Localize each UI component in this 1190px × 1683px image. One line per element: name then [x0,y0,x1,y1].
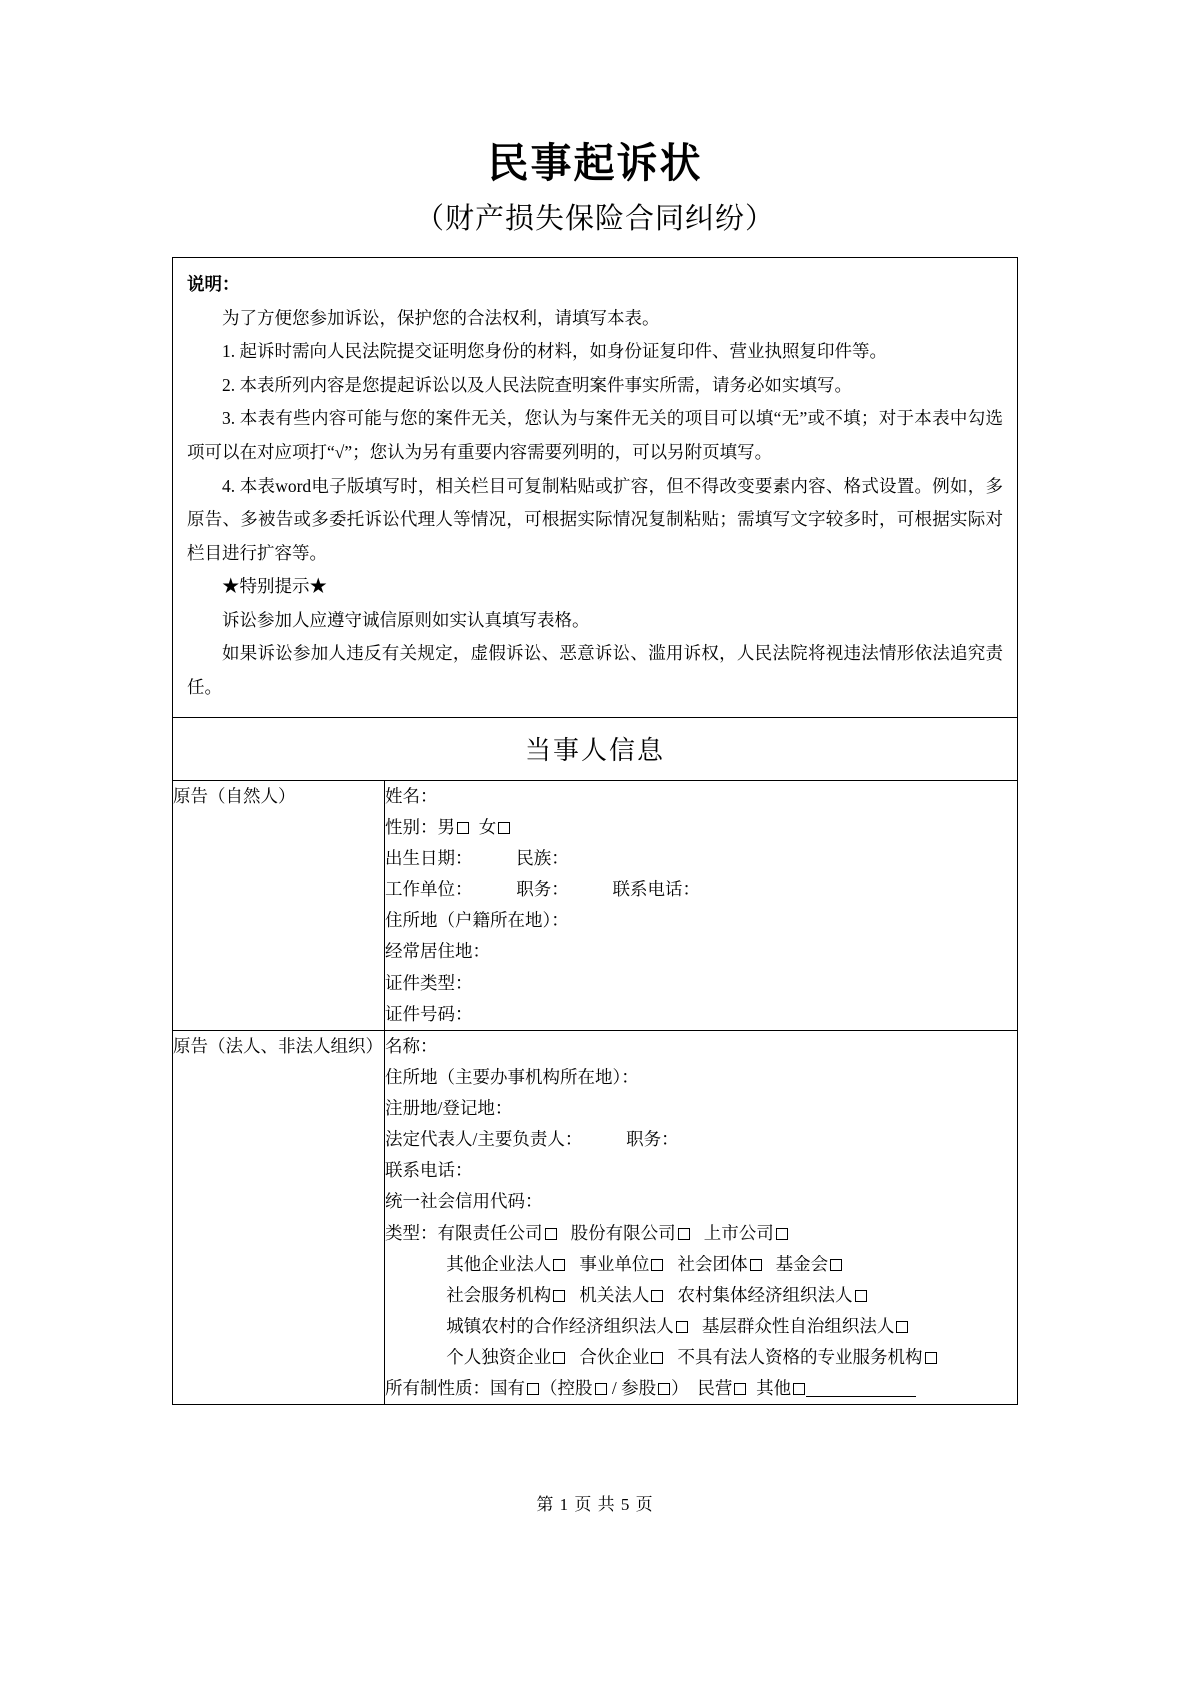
checkbox-ownership-private[interactable] [734,1383,746,1395]
checkbox-org-type-4-1[interactable] [651,1352,663,1364]
page-subtitle: （财产损失保险合同纠纷） [414,203,775,236]
complaint-form-table [172,257,1018,1406]
checkbox-org-type-2-0[interactable] [553,1290,565,1302]
instructions-row [173,257,1018,717]
field-id-number[interactable]: 证件号码： [385,1003,473,1024]
checkbox-org-type-1-1[interactable] [651,1259,663,1271]
plaintiff-legal-person-fields [385,1030,1018,1405]
gender-label: 性别： [385,816,438,837]
org-type-row-1[interactable] [385,1249,1017,1280]
checkbox-org-type-0-2[interactable] [776,1228,788,1240]
org-type-row-2[interactable] [385,1280,1017,1311]
checkbox-ownership-state[interactable] [527,1383,539,1395]
org-type-option-label-2-2: 农村集体经济组织法人 [677,1284,853,1305]
field-gender[interactable] [385,812,1017,843]
field-unified-social-credit-code[interactable]: 统一社会信用代码： [385,1191,543,1212]
ownership-label: 所有制性质： [385,1378,490,1399]
checkbox-org-type-1-0[interactable] [553,1259,565,1271]
instructions-cell [173,257,1018,717]
checkbox-ownership-share[interactable] [658,1383,670,1395]
field-org-domicile[interactable]: 住所地（主要办事机构所在地）： [385,1066,639,1087]
org-type-row-3[interactable] [385,1311,1017,1342]
org-type-row-4[interactable] [385,1342,1017,1373]
plaintiff-natural-person-label: 原告（自然人） [173,780,385,1030]
ownership-nature-row[interactable] [385,1373,1017,1404]
org-type-option-label-1-1: 事业单位 [579,1253,650,1274]
instructions-line-2: 2. 本表所列内容是您提起诉讼以及人民法院查明案件事实所需，请务必如实填写。 [222,374,852,395]
party-section-title: 当事人信息 [524,734,665,765]
plaintiff-legal-person-row [173,1030,1018,1405]
plaintiff-legal-person-label: 原告（法人、非法人组织） [173,1030,385,1405]
org-type-option-label-4-0: 个人独资企业 [446,1347,552,1368]
org-type-label: 类型： [385,1222,438,1243]
special-notice-line-0: 诉讼参加人应遵守诚信原则如实认真填写表格。 [222,609,590,630]
instructions-line-0: 为了方便您参加诉讼，保护您的合法权利，请填写本表。 [222,307,660,328]
field-org-name[interactable]: 名称： [385,1035,438,1056]
org-type-option-label-3-0: 城镇农村的合作经济组织法人 [446,1316,674,1337]
instructions-body [173,258,1017,717]
party-section-banner-row [173,717,1018,780]
field-domicile[interactable]: 住所地（户籍所在地）： [385,910,569,931]
ownership-private-label: 民营 [697,1378,733,1399]
field-legal-representative[interactable]: 法定代表人/主要负责人： 职务： [385,1129,679,1150]
org-type-option-label-4-1: 合伙企业 [579,1347,650,1368]
instructions-line-3: 3. 本表有些内容可能与您的案件无关，您认为与案件无关的项目可以填“无”或不填；对于本表中勾选项可以在对应项打“√”；您认为另有重要内容需要列明的，可以另附页填写。 [187,408,1003,462]
org-type-option-label-1-0: 其他企业法人 [446,1253,552,1274]
ownership-other-label: 其他 [756,1378,792,1399]
field-employer-position-phone[interactable]: 工作单位： 职务： 联系电话： [385,879,700,900]
checkbox-org-type-3-1[interactable] [896,1321,908,1333]
special-notice-heading: ★特别提示★ [222,576,327,597]
ownership-paren-close: ） [671,1378,689,1399]
org-type-option-label-2-0: 社会服务机构 [446,1284,552,1305]
field-org-phone[interactable]: 联系电话： [385,1160,473,1181]
field-habitual-residence[interactable]: 经常居住地： [385,941,490,962]
checkbox-ownership-other[interactable] [793,1383,805,1395]
checkbox-ownership-holding[interactable] [595,1383,607,1395]
org-type-option-label-0-1: 股份有限公司 [570,1222,676,1243]
ownership-share-label: 参股 [621,1378,657,1399]
ownership-slash: / [611,1378,617,1399]
checkbox-org-type-1-3[interactable] [830,1259,842,1271]
checkbox-org-type-0-0[interactable] [545,1228,557,1240]
checkbox-gender-male[interactable] [457,822,469,834]
gender-female-label: 女 [478,816,497,837]
title-block [0,0,1190,239]
page-footer: 第 1 页 共 5 页 [536,1495,654,1514]
checkbox-org-type-4-2[interactable] [925,1352,937,1364]
plaintiff-natural-person-fields [385,780,1018,1030]
instructions-line-4: 4. 本表word电子版填写时，相关栏目可复制粘贴或扩容，但不得改变要素内容、格式设置。例如，多原告、多被告或多委托诉讼代理人等情况，可根据实际情况复制粘贴；需填写文字较多时，可根据实际对栏目进行扩容等。 [187,475,1003,563]
org-type-option-label-0-2: 上市公司 [703,1222,774,1243]
checkbox-org-type-2-2[interactable] [855,1290,867,1302]
org-type-option-label-2-1: 机关法人 [579,1284,650,1305]
instructions-line-1: 1. 起诉时需向人民法院提交证明您身份的材料，如身份证复印件、营业执照复印件等。 [222,341,887,362]
checkbox-org-type-1-2[interactable] [750,1259,762,1271]
field-birthdate-ethnicity[interactable]: 出生日期： 民族： [385,847,569,868]
special-notice-line-1: 如果诉讼参加人违反有关规定，虚假诉讼、恶意诉讼、滥用诉权，人民法院将视违法情形依法追究责任。 [187,643,1003,698]
org-type-option-label-4-2: 不具有法人资格的专业服务机构 [677,1347,923,1368]
field-org-registration-place[interactable]: 注册地/登记地： [385,1098,513,1119]
instructions-heading: 说明： [187,273,240,294]
plaintiff-natural-person-row [173,780,1018,1030]
org-type-option-label-3-1: 基层群众性自治组织法人 [701,1316,895,1337]
org-type-option-label-1-3: 基金会 [775,1253,829,1274]
ownership-paren-open: （ [540,1378,558,1399]
ownership-holding-label: 控股 [557,1378,593,1399]
party-section-banner-cell [173,717,1018,780]
checkbox-gender-female[interactable] [498,822,510,834]
ownership-state-label: 国有 [490,1378,525,1399]
org-type-option-label-0-0: 有限责任公司 [437,1222,543,1243]
page-title: 民事起诉状 [487,140,703,186]
ownership-other-input[interactable] [806,1396,916,1397]
field-name[interactable]: 姓名： [385,785,438,806]
checkbox-org-type-4-0[interactable] [553,1352,565,1364]
field-id-type[interactable]: 证件类型： [385,972,473,993]
org-type-option-label-1-2: 社会团体 [677,1253,748,1274]
checkbox-org-type-2-1[interactable] [651,1290,663,1302]
org-type-row-0[interactable] [385,1218,1017,1249]
checkbox-org-type-3-0[interactable] [676,1321,688,1333]
checkbox-org-type-0-1[interactable] [678,1228,690,1240]
gender-male-label: 男 [437,816,455,837]
